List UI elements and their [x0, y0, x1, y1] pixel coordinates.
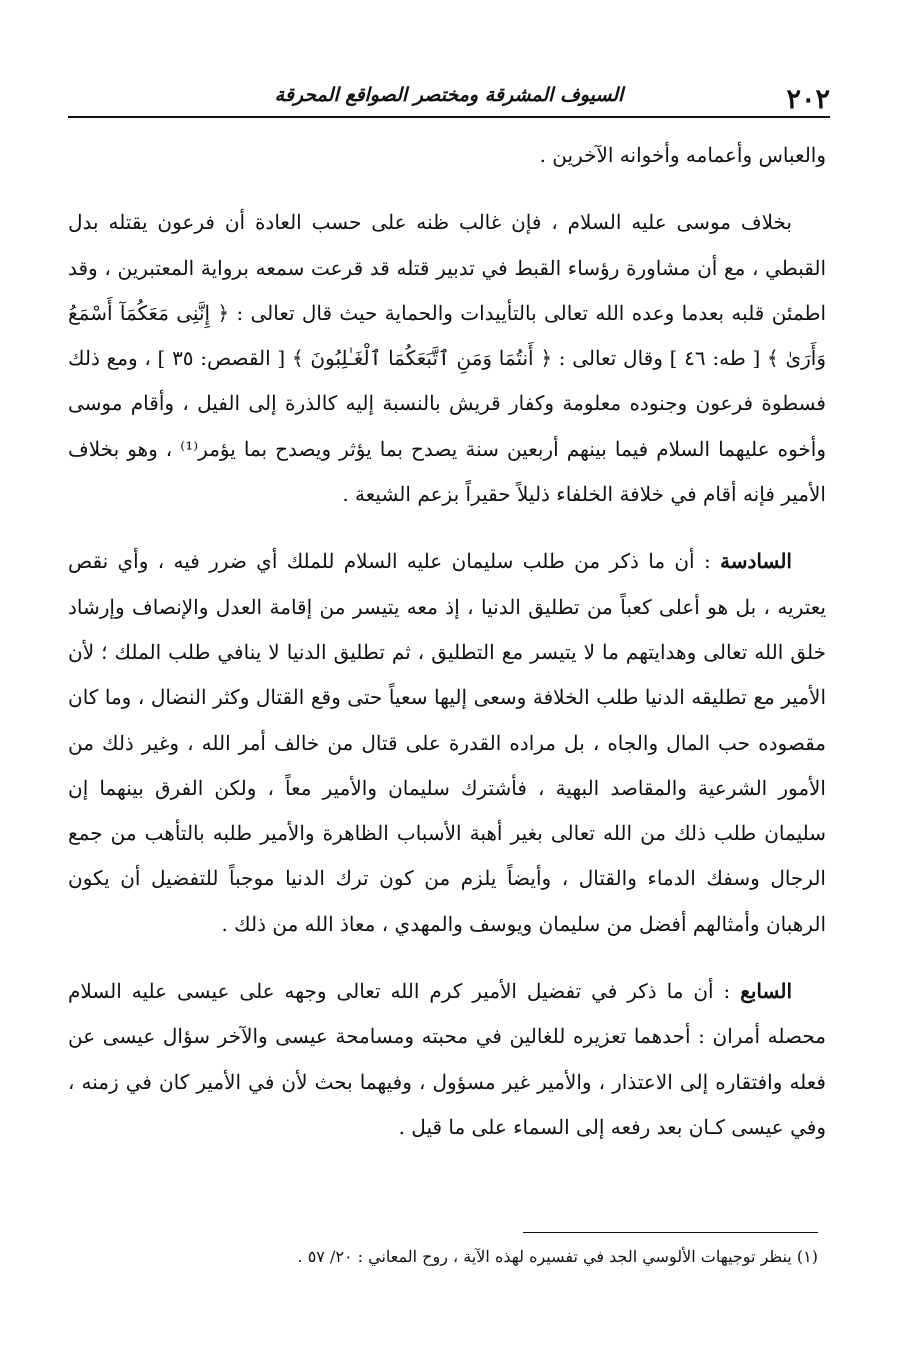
paragraph-text: والعباس وأعمامه وأخوانه الآخرين .: [539, 143, 826, 167]
footnote: (١) ينظر توجيهات الألوسي الجد في تفسيره لهذه الآية ، روح المعاني : ٢٠/ ٥٧ .: [297, 1247, 818, 1266]
paragraph-moses: [68, 200, 826, 517]
paragraph-continuation: [68, 133, 826, 178]
paragraph-text: : أن ما ذكر من طلب سليمان عليه السلام للملك أي ضرر فيه ، وأي نقص يعتريه ، بل هو أعلى كعباً من تطليق الدنيا ، إذ معه يتيسر من إقامة العدل والإنصاف وإرشاد خلق الله تعالى وهدايتهم ما لا يتيسر مع التطليق ، ثم تطليق الدنيا لا ينافي طلب الملك ؛ لأن الأمير مع تطليقه الدنيا طلب الخلافة وسعى إليها سعياً حتى وقع القتال وكثر النضال ، وما كان مقصوده حب المال والجاه ، بل مراده القدرة على قتال من خالف أمر الله ، وغير ذلك من الأمور الشرعية والمقاصد البهية ، فأشترك سليمان والأمير معاً ، ولكن الفرق بينهما إن سليمان طلب ذلك من الله تعالى بغير أهبة الأسباب الظاهرة والأمير طلبه بالتأهب من جمع الرجال وسفك الدماء والقتال ، وأيضاً يلزم من كون ترك الدنيا موجباً للتفضيل أن يكون الرهبان وأمثالهم أفضل من سليمان ويوسف والمهدي ، معاذ الله من ذلك .: [68, 549, 826, 936]
paragraph-sixth: [68, 539, 826, 947]
header-rule: [68, 116, 830, 118]
paragraph-lead: السادسة: [720, 549, 792, 574]
page-number: ٢٠٢: [786, 84, 830, 115]
page-header: [68, 78, 830, 118]
footnote-rule: [523, 1232, 818, 1233]
paragraph-lead: السابع: [740, 979, 793, 1004]
paragraph-text: بخلاف موسى عليه السلام ، فإن غالب ظنه على حسب العادة أن فرعون يقتله بدل القبطي ، مع أن مشاورة رؤساء القبط في تدبير قتله قد قرعت سمعه برواية المعتبرين ، وقد اطمئن قلبه بعدما وعده الله تعالى بالتأييدات والحماية حيث قال تعالى : ﴿ إِنَّنِى مَعَكُمَآ أَسْمَعُ وَأَرَىٰ ﴾ [ طه: ٤٦ ] وقال تعالى : ﴿ أَنتُمَا وَمَنِ ٱتَّبَعَكُمَا ٱلْغَـٰلِبُونَ ﴾ [ القصص: ٣٥ ] ، ومع ذلك فسطوة فرعون وجنوده معلومة وكفار قريش بالنسبة إليه كالذرة إلى الفيل ، وأقام موسى وأخوه عليهما السلام فيما بينهم أربعين سنة يصدح بما يؤثر ويصدح بما يؤمر⁽¹⁾ ، وهو بخلاف الأمير فإنه أقام في خلافة الخلفاء ذليلاً حقيراً بزعم الشيعة .: [68, 210, 827, 507]
paragraph-text: : أن ما ذكر في تفضيل الأمير كرم الله تعالى وجهه على عيسى عليه السلام محصله أمران : أحدهما تعزيره للغالين في محبته ومسامحة عيسى والآخر سؤال عيسى عن فعله وافتقاره إلى الاعتذار ، والأمير غير مسؤول ، وفيهما بحث لأن في الأمير كان في زمنه ، وفي عيسى كـان بعد رفعه إلى السماء على ما قيل .: [68, 979, 826, 1139]
paragraph-seventh: [68, 969, 826, 1150]
body-text: [68, 133, 826, 1172]
running-title: السيوف المشرقة ومختصر الصواقع المحرقة: [274, 84, 624, 106]
